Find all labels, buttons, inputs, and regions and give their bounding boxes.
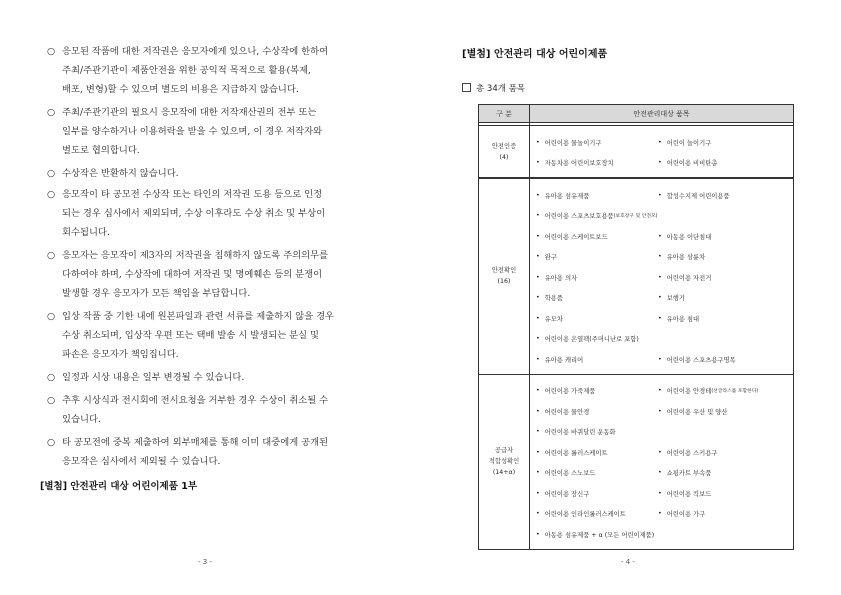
list-item: • 유아용 침대 xyxy=(658,314,700,323)
table-row xyxy=(479,178,794,374)
item-row xyxy=(530,288,793,309)
item-row xyxy=(530,442,793,463)
bullet-circle-icon: ○ xyxy=(47,311,56,322)
summary-text: 총 34개 품목 xyxy=(476,84,526,94)
notice-line: 파손은 응모자가 책임집니다. xyxy=(62,349,179,360)
list-item: • 완구 xyxy=(536,253,557,262)
category-cell xyxy=(479,374,530,549)
item-row xyxy=(530,381,793,402)
notice-item xyxy=(47,185,387,242)
summary-line xyxy=(462,82,525,94)
notice-line: 입상 작품 중 기한 내에 원본파일과 관련 서류를 제출하지 않을 경우 xyxy=(62,311,335,322)
notice-list xyxy=(47,42,387,475)
list-item: • 어린이용 스노보드 xyxy=(536,469,596,478)
bullet-circle-icon: ○ xyxy=(47,107,56,118)
bullet-circle-icon: ○ xyxy=(47,437,56,448)
item-row xyxy=(530,483,793,504)
item-row xyxy=(530,247,793,268)
list-item: • 유모차 xyxy=(536,314,563,323)
category-label: 공급자 xyxy=(494,447,514,454)
notice-item xyxy=(47,368,387,387)
category-count: (16) xyxy=(497,278,511,286)
bullet-circle-icon: ○ xyxy=(47,189,56,200)
list-item: • 학용품 xyxy=(536,294,563,303)
list-item: • 자동차용 어린이보호장치 xyxy=(536,159,614,168)
item-row xyxy=(530,463,793,484)
attachment-title: [별첨] 안전관리 대상 어린이제품 1부 xyxy=(40,481,198,492)
list-item: • 어린이용 가구 xyxy=(658,510,706,519)
list-item: • 어린이용 가죽제품 xyxy=(536,387,596,396)
notice-line: 별도로 협의합니다. xyxy=(62,145,140,156)
list-item: • 합성수지제 어린이용품 xyxy=(658,191,730,200)
list-item: • 아동용 섬유제품 + α (모든 어린이제품) xyxy=(536,530,655,539)
category-count: (14+α) xyxy=(492,469,516,476)
item-row xyxy=(530,504,793,525)
item-row xyxy=(530,422,793,443)
list-item: • 어린이용 물안경 xyxy=(536,407,590,416)
bullet-circle-icon: ○ xyxy=(47,46,56,57)
notice-item xyxy=(47,103,387,160)
notice-item xyxy=(47,433,387,471)
item-row xyxy=(530,185,793,206)
list-item: • 어린이용 우산 및 양산 xyxy=(658,407,728,416)
notice-line: 있습니다. xyxy=(62,414,101,425)
list-item: • 어린이용 인라인롤러스케이트 xyxy=(536,510,626,519)
notice-line: 응모된 작품에 대한 저작권은 응모자에게 있으나, 수상작에 한하여 xyxy=(62,46,329,57)
notice-item xyxy=(47,307,387,364)
list-item: • 어린이용 롤러스케이트 xyxy=(536,448,608,457)
bullet-circle-icon: ○ xyxy=(47,168,56,179)
product-table xyxy=(478,104,794,550)
bullet-circle-icon: ○ xyxy=(47,395,56,406)
header-category: 구 분 xyxy=(479,105,530,123)
list-item: • 어린이용 자전거 xyxy=(658,273,712,282)
square-bullet-icon xyxy=(462,83,471,92)
bullet-circle-icon: ○ xyxy=(47,250,56,261)
notice-item xyxy=(47,391,387,429)
item-row xyxy=(530,329,793,350)
bullet-circle-icon: ○ xyxy=(47,372,56,383)
list-item: • 유아용 섬유제품 xyxy=(536,191,590,200)
list-item: • 어린이용 스포츠보호용품 (보호장구 및 안전모) xyxy=(536,212,658,221)
notice-line: 발생할 경우 응모자가 모든 책임을 부담합니다. xyxy=(62,288,251,299)
notice-line: 다하여야 하며, 수상작에 대하여 저작권 및 명예훼손 등의 분쟁이 xyxy=(62,269,323,280)
list-item: • 어린이용 비비탄총 xyxy=(658,159,718,168)
attachment-heading: [별첨] 안전관리 대상 어린이제품 xyxy=(462,49,608,60)
category-label: 안전확인 xyxy=(491,267,517,275)
item-row xyxy=(530,206,793,227)
item-row xyxy=(530,349,793,370)
notice-item xyxy=(47,42,387,99)
notice-line: 일부를 양수하거나 이용허락을 받을 수 있으며, 이 경우 저작자와 xyxy=(62,126,323,137)
notice-line: 주최/주관기관의 필요시 응모작에 대한 저작재산권의 전부 또는 xyxy=(62,107,317,118)
list-item: • 유아용 의자 xyxy=(536,273,578,282)
header-items: 안전관리대상 품목 xyxy=(530,105,794,123)
list-item: • 어린이용 물놀이기구 xyxy=(536,138,602,147)
notice-item xyxy=(47,164,387,183)
notice-line: 응모자는 응모작이 제3자의 저작권을 침해하지 않도록 주의의무를 xyxy=(62,250,329,261)
notice-line: 수상 취소되며, 입상작 우편 또는 택배 발송 시 발생되는 분실 및 xyxy=(62,330,320,341)
category-count: (4) xyxy=(499,153,509,161)
list-item: • 어린이용 스포츠용구명목 xyxy=(658,355,736,364)
list-item: • 어린이용 안경테 (선글라스를 포함한다) xyxy=(658,387,759,396)
item-row xyxy=(530,524,793,545)
notice-line: 추후 시상식과 전시회에 전시요청을 거부한 경우 수상이 취소될 수 xyxy=(62,395,329,406)
table-row xyxy=(479,126,794,179)
list-item: • 유아용 캐리어 xyxy=(536,355,584,364)
item-row xyxy=(530,267,793,288)
list-item: • 보행기 xyxy=(658,294,685,303)
category-label-2: 적합성확인 xyxy=(488,458,520,465)
items-cell xyxy=(530,126,794,179)
notice-line: 응모작은 심사에서 제외될 수 있습니다. xyxy=(62,456,221,467)
category-label: 안전인증 xyxy=(491,142,517,150)
table-header-row xyxy=(479,105,794,123)
page-number: - 4 - xyxy=(621,558,635,566)
table-row xyxy=(479,374,794,549)
notice-item xyxy=(47,246,387,303)
right-page xyxy=(421,0,841,595)
notice-line: 응모작이 타 공모전 수상작 또는 타인의 저작권 도용 등으로 인정 xyxy=(62,189,323,200)
list-item: • 어린이용 킥보드 xyxy=(658,489,712,498)
notice-line: 타 공모전에 중복 제출하여 외부매체를 통해 이미 대중에게 공개된 xyxy=(62,437,329,448)
notice-line: 회수됩니다. xyxy=(62,227,110,238)
list-item: • 쇼핑카트 부속품 xyxy=(658,469,712,478)
page-number: - 3 - xyxy=(198,558,212,566)
list-item: • 어린이용 스키용구 xyxy=(658,448,718,457)
left-page xyxy=(0,0,420,595)
item-row xyxy=(530,226,793,247)
list-item: • 아동용 이단침대 xyxy=(658,232,712,241)
notice-line: 되는 경우 심사에서 제외되며, 수상 이후라도 수상 취소 및 부상이 xyxy=(62,208,326,219)
notice-line: 수상작은 반환하지 않습니다. xyxy=(62,168,179,179)
item-row xyxy=(530,401,793,422)
notice-line: 일정과 시상 내용은 일부 변경될 수 있습니다. xyxy=(62,372,245,383)
category-cell xyxy=(479,178,530,374)
item-row xyxy=(530,132,793,153)
category-cell xyxy=(479,126,530,179)
items-cell xyxy=(530,374,794,549)
notice-line: 주최/주관기관이 제품안전을 위한 공익적 목적으로 활용(복제, xyxy=(62,65,312,76)
list-item: • 어린이 놀이기구 xyxy=(658,138,712,147)
list-item: • 어린이용 바퀴달린 운동화 xyxy=(536,428,616,437)
list-item: • 어린이용 스케이트보드 xyxy=(536,232,608,241)
item-row xyxy=(530,153,793,174)
item-row xyxy=(530,308,793,329)
list-item: • 어린이용 온열팩(주머니난로 포함) xyxy=(536,335,639,344)
list-item: • 유아용 삼륜차 xyxy=(658,253,706,262)
notice-line: 배포, 변형)할 수 있으며 별도의 비용은 지급하지 않습니다. xyxy=(62,84,299,95)
list-item: • 어린이용 장신구 xyxy=(536,489,590,498)
items-cell xyxy=(530,178,794,374)
